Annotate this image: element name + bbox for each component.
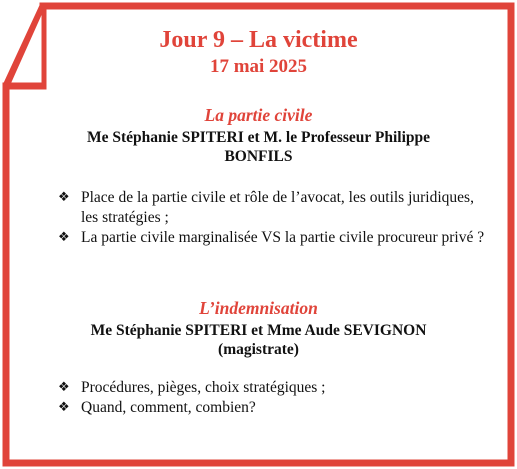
speakers-line: (magistrate) [218, 341, 299, 358]
list-item-text: Place de la partie civile et rôle de l’avocat, les outils juridiques, les stratégies ; [81, 189, 474, 226]
list-item-text: Quand, comment, combien? [81, 399, 256, 416]
list-item [58, 188, 488, 228]
list-item-text: La partie civile marginalisée VS la partie civile procureur privé ? [81, 229, 485, 246]
bullet-list-partie-civile [58, 188, 488, 248]
diamond-bullet-icon: ❖ [58, 400, 70, 415]
list-item-text: Procédures, pièges, choix stratégiques ; [81, 379, 326, 396]
speakers-line: Me Stéphanie SPITERI et M. le Professeur Philippe [87, 129, 430, 146]
speakers-line: Me Stéphanie SPITERI et Mme Aude SEVIGNON [90, 322, 427, 339]
section-title-indemnisation: L’indemnisation [199, 298, 318, 318]
list-item [58, 398, 488, 418]
section-title-partie-civile: La partie civile [204, 105, 313, 125]
day-title: Jour 9 – La victime [159, 27, 358, 53]
diamond-bullet-icon: ❖ [58, 190, 70, 205]
list-item [58, 228, 488, 248]
section-speakers-partie-civile [40, 128, 477, 166]
bullet-list-indemnisation [58, 378, 488, 418]
list-item [58, 378, 488, 398]
diamond-bullet-icon: ❖ [58, 380, 70, 395]
speakers-line: BONFILS [224, 148, 293, 165]
day-date: 17 mai 2025 [209, 56, 308, 77]
diamond-bullet-icon: ❖ [58, 230, 70, 245]
section-speakers-indemnisation [40, 321, 477, 359]
